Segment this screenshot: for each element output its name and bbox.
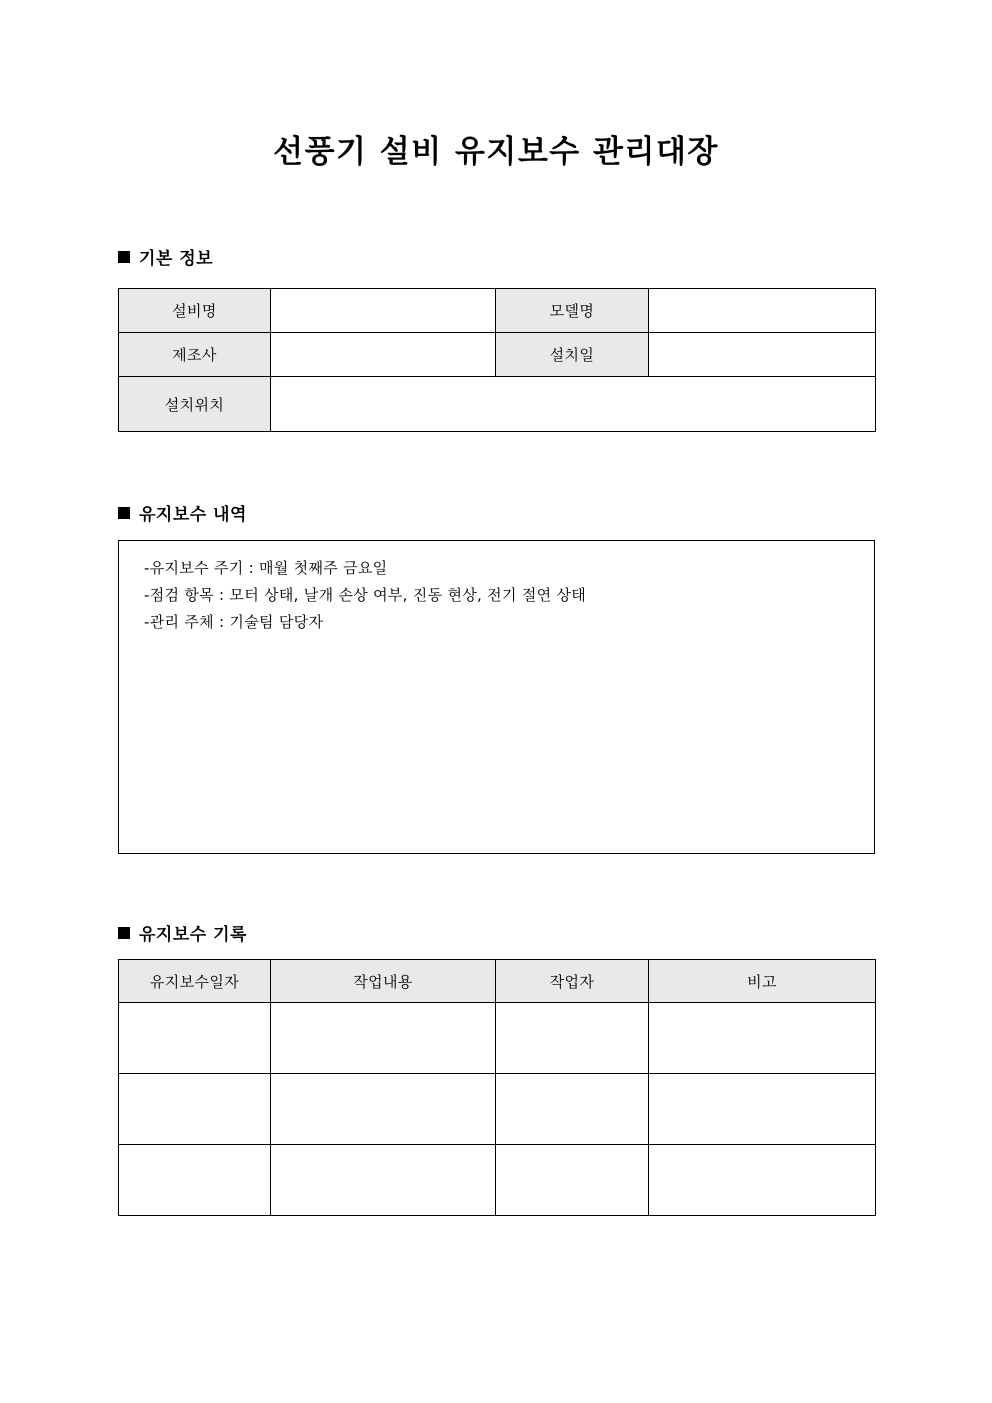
maintenance-record-table: [118, 959, 876, 1216]
square-bullet-icon: [118, 507, 130, 519]
column-header-note: 비고: [649, 960, 876, 1003]
basic-info-label-model-name: 모델명: [496, 289, 649, 333]
table-row: [119, 289, 876, 333]
record-cell-date[interactable]: [119, 1003, 271, 1074]
table-header-row: [119, 960, 876, 1003]
table-row: [119, 333, 876, 377]
basic-info-value-model-name[interactable]: [649, 289, 876, 333]
basic-info-value-install-location[interactable]: [271, 377, 876, 432]
column-header-date: 유지보수일자: [119, 960, 271, 1003]
section-heading-maintenance-detail-label: 유지보수 내역: [139, 505, 247, 525]
basic-info-value-install-date[interactable]: [649, 333, 876, 377]
record-cell-work-content[interactable]: [271, 1145, 496, 1216]
basic-info-label-install-date: 설치일: [496, 333, 649, 377]
square-bullet-icon: [118, 927, 130, 939]
maintenance-detail-line-cycle: -유지보수 주기 : 매월 첫째주 금요일: [144, 559, 388, 577]
basic-info-table: [118, 288, 876, 432]
record-cell-date[interactable]: [119, 1145, 271, 1216]
maintenance-detail-line-inspection-items: -점검 항목 : 모터 상태, 날개 손상 여부, 진동 현상, 전기 절연 상태: [144, 586, 587, 604]
section-heading-maintenance-record: [118, 922, 247, 948]
record-cell-note[interactable]: [649, 1003, 876, 1074]
record-cell-work-content[interactable]: [271, 1003, 496, 1074]
column-header-work-content: 작업내용: [271, 960, 496, 1003]
record-cell-worker[interactable]: [496, 1003, 649, 1074]
basic-info-value-equipment-name[interactable]: [271, 289, 496, 333]
record-cell-work-content[interactable]: [271, 1074, 496, 1145]
record-cell-date[interactable]: [119, 1074, 271, 1145]
table-row: [119, 1003, 876, 1074]
section-heading-maintenance-detail: [118, 502, 247, 528]
table-row: [119, 1145, 876, 1216]
section-heading-maintenance-record-label: 유지보수 기록: [139, 925, 247, 945]
basic-info-value-manufacturer[interactable]: [271, 333, 496, 377]
column-header-worker: 작업자: [496, 960, 649, 1003]
maintenance-detail-line-responsible-party: -관리 주체 : 기술팀 담당자: [144, 613, 324, 631]
record-cell-note[interactable]: [649, 1074, 876, 1145]
maintenance-detail-box[interactable]: [118, 540, 875, 854]
square-bullet-icon: [118, 251, 130, 263]
record-cell-note[interactable]: [649, 1145, 876, 1216]
record-cell-worker[interactable]: [496, 1074, 649, 1145]
basic-info-label-equipment-name: 설비명: [119, 289, 271, 333]
maintenance-detail-lines: [119, 541, 874, 636]
record-cell-worker[interactable]: [496, 1145, 649, 1216]
basic-info-label-manufacturer: 제조사: [119, 333, 271, 377]
section-heading-basic-info: [118, 246, 213, 272]
table-row: [119, 1074, 876, 1145]
table-row: [119, 377, 876, 432]
page-title: 선풍기 설비 유지보수 관리대장: [273, 134, 719, 170]
basic-info-label-install-location: 설치위치: [119, 377, 271, 432]
section-heading-basic-info-label: 기본 정보: [139, 249, 214, 269]
